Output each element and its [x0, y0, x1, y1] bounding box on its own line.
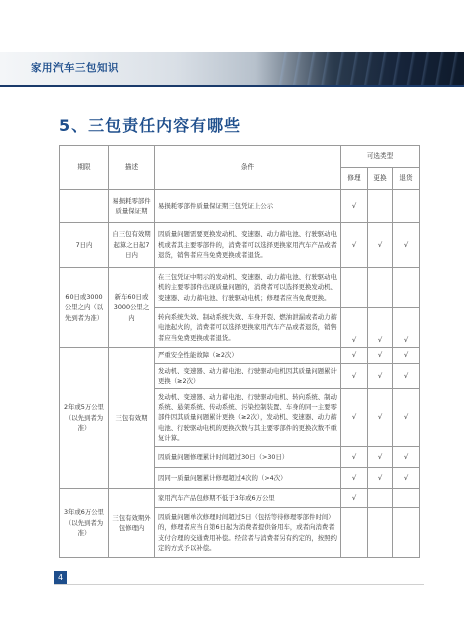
table-row: [60, 348, 420, 364]
header-condition: 条件: [155, 146, 341, 190]
condition-cell: 因质量问题需要更换发动机、变速器、动力蓄电池、行驶驱动电机或者其主要零部件的，消费者可以选择更换家用汽车产品或者退货，销售者应当免费更换或者退货。: [155, 223, 341, 268]
table-row: [60, 223, 420, 268]
desc-cell: 三包有效期: [109, 348, 155, 489]
replace-check: [368, 190, 393, 223]
replace-check: √: [368, 223, 393, 268]
period-cell: 7日内: [60, 223, 109, 268]
table-row: [60, 268, 420, 308]
replace-check: √: [368, 468, 393, 489]
refund-check: [393, 190, 420, 223]
refund-check: √: [393, 389, 420, 447]
refund-check: [393, 508, 420, 558]
refund-check: √: [393, 223, 420, 268]
condition-cell: 在三包凭证中明示的发动机、变速器、动力蓄电池、行驶驱动电机的主要零部件出现质量问题的，消费者可以选择更换发动机、变速器、动力蓄电池、行驶驱动电机；修理者应当免费更换。: [155, 268, 341, 308]
condition-cell: 家用汽车产品包修期不低于3年或6万公里: [155, 489, 341, 508]
period-cell: 2年或5万公里（以先到者为准）: [60, 348, 109, 489]
refund-check: [393, 489, 420, 508]
replace-check: √: [368, 308, 393, 348]
refund-check: √: [393, 447, 420, 468]
replace-check: √: [368, 364, 393, 389]
condition-cell: 转向系统失效、制动系统失效、车身开裂、燃油泄漏或者动力蓄电池起火的，消费者可以选择更换家用汽车产品或者退货，销售者应当免费更换或者退货。: [155, 308, 341, 348]
page-number: 4: [54, 571, 67, 584]
header-repair: 修理: [341, 168, 368, 190]
header-desc: 描述: [109, 146, 155, 190]
refund-check: [393, 268, 420, 308]
desc-cell: 三包有效期外包修理内: [109, 489, 155, 558]
desc-cell: 新车60日或3000公里之内: [109, 268, 155, 348]
banner-decoration: [274, 52, 464, 85]
repair-check: [341, 508, 368, 558]
replace-check: [368, 508, 393, 558]
header-options-group: 可选类型: [341, 146, 420, 168]
repair-check: √: [341, 308, 368, 348]
repair-check: √: [341, 447, 368, 468]
condition-cell: 因质量问题修理累计时间超过30日（>30日）: [155, 447, 341, 468]
warranty-table: [59, 145, 420, 558]
header-period: 期限: [60, 146, 109, 190]
period-cell: 60日或3000公里之内（以先到者为准）: [60, 268, 109, 348]
desc-cell: 易损耗零部件质量保证期: [109, 190, 155, 223]
repair-check: √: [341, 364, 368, 389]
table-row: [60, 489, 420, 508]
header-refund: 退货: [393, 168, 420, 190]
repair-check: √: [341, 190, 368, 223]
header-banner: [0, 52, 464, 85]
condition-cell: 严重安全性能故障（≥2次）: [155, 348, 341, 364]
condition-cell: 发动机、变速器、动力蓄电池、行驶驱动电机、转向系统、制动系统、悬架系统、传动系统、污染控制装置、车身的同一主要零部件因其质量问题累计更换（≥2次），发动机、变速器、动力蓄电池、行驶驱动电机的更换次数与其主要零部件的更换次数不重复计算。: [155, 389, 341, 447]
section-title: 5、三包责任内容有哪些: [59, 116, 242, 135]
replace-check: [368, 268, 393, 308]
condition-cell: 因质量问题单次修理时间超过5日（包括等待修理零部件时间）的，修理者应当自第6日起为消费者提供备用车，或者向消费者支付合理的交通费用补偿。经营者与消费者另有约定的，按照约定的方式予以补偿。: [155, 508, 341, 558]
period-cell: 3年或6万公里（以先到者为准）: [60, 489, 109, 558]
header-title: 家用汽车三包知识: [31, 62, 119, 74]
refund-check: √: [393, 308, 420, 348]
condition-cell: 易损耗零部件质量保证期三包凭证上公示: [155, 190, 341, 223]
repair-check: [341, 268, 368, 308]
repair-check: √: [341, 348, 368, 364]
refund-check: √: [393, 364, 420, 389]
refund-check: √: [393, 468, 420, 489]
repair-check: √: [341, 489, 368, 508]
repair-check: √: [341, 389, 368, 447]
refund-check: √: [393, 348, 420, 364]
repair-check: √: [341, 468, 368, 489]
footer-divider: [54, 584, 424, 585]
period-cell: [60, 190, 109, 223]
replace-check: [368, 489, 393, 508]
replace-check: √: [368, 348, 393, 364]
replace-check: √: [368, 447, 393, 468]
replace-check: √: [368, 389, 393, 447]
header-divider: [0, 85, 464, 87]
header-replace: 更换: [368, 168, 393, 190]
table-row: [60, 190, 420, 223]
condition-cell: 因同一质量问题累计修理超过4次的（>4次）: [155, 468, 341, 489]
condition-cell: 发动机、变速器、动力蓄电池、行驶驱动电机因其质量问题累计更换（≥2次）: [155, 364, 341, 389]
desc-cell: 自三包有效期起算之日起7日内: [109, 223, 155, 268]
repair-check: √: [341, 223, 368, 268]
